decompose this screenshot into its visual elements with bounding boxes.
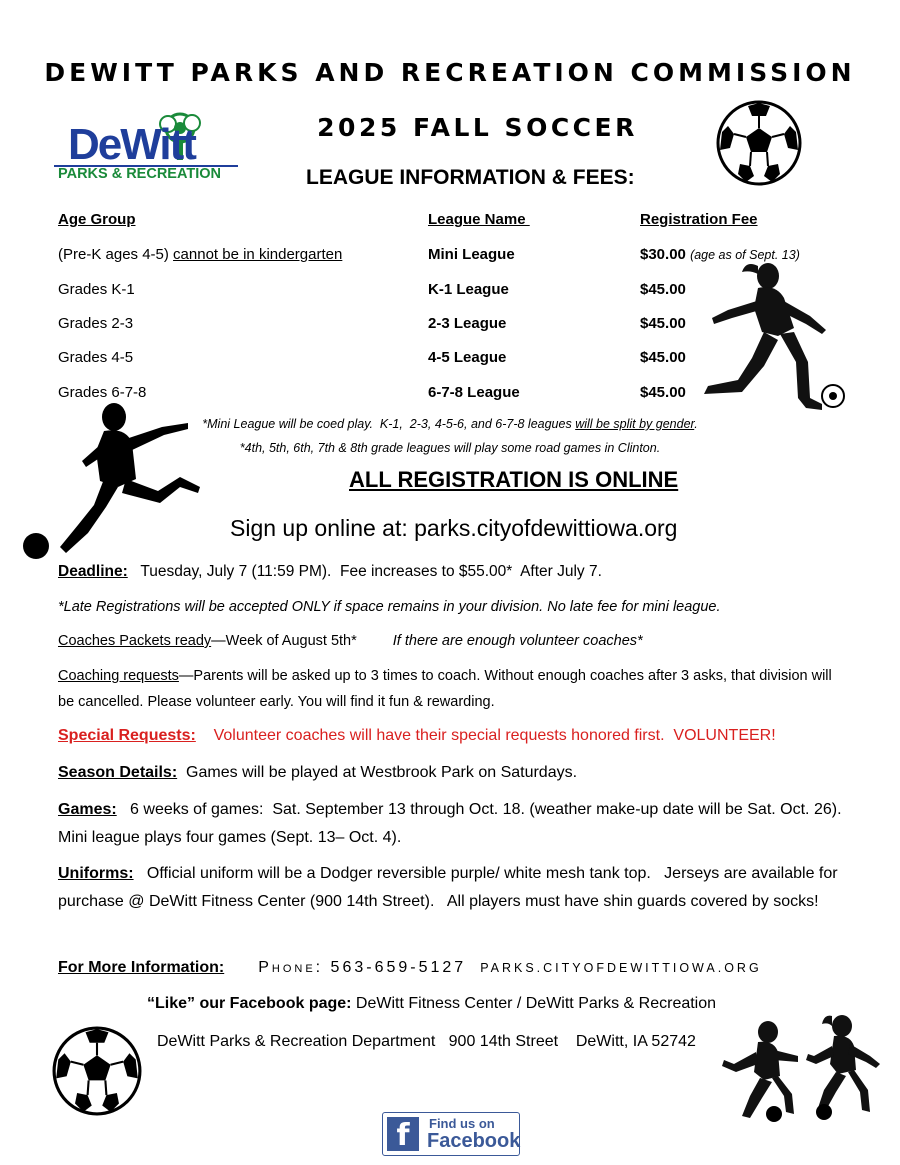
league-cell: 2-3 League — [428, 315, 507, 332]
page-subtitle: 2025 FALL SOCCER — [317, 113, 638, 142]
facebook-label: “Like” our Facebook page: — [147, 995, 352, 1012]
fee-cell: $45.00 — [640, 349, 686, 366]
logo-tagline: PARKS & RECREATION — [58, 166, 221, 182]
header-league-name: League Name — [428, 211, 530, 228]
uniforms-text: Official uniform will be a Dodger reversible purple/ white mesh tank top. Jerseys are available for purchase @ DeWitt Fitness Center (900 14th Street). All players must have shin guards covered by socks! — [58, 865, 843, 910]
age-cell: Grades 6-7-8 — [58, 384, 147, 401]
deadline-label: Deadline: — [58, 563, 128, 580]
uniforms-label: Uniforms: — [58, 865, 134, 882]
age-cell: (Pre-K ages 4-5) — [58, 246, 174, 263]
fee-note: (age as of Sept. 13) — [690, 248, 800, 262]
facebook-badge[interactable] — [382, 1112, 520, 1156]
soccer-ball-icon — [716, 100, 802, 186]
age-cell: Grades K-1 — [58, 281, 135, 298]
header-age-group: Age Group — [58, 211, 136, 228]
fee-cell: $45.00 — [640, 315, 686, 332]
two-players-silhouette — [720, 1012, 885, 1124]
season-details-label: Season Details: — [58, 764, 178, 781]
season-details-text: Games will be played at Westbrook Park on Saturdays. — [177, 764, 578, 781]
deadline-text: Tuesday, July 7 (11:59 PM). Fee increases to $55.00* After July 7. — [127, 563, 602, 580]
league-cell: 4-5 League — [428, 349, 507, 366]
facebook-icon: f — [387, 1117, 419, 1151]
league-cell: Mini League — [428, 246, 515, 263]
more-info-label: For More Information: — [58, 959, 225, 976]
coaching-requests-label: Coaching requests — [58, 668, 179, 684]
coaches-packets-text: —Week of August 5th* — [211, 633, 357, 649]
header-registration-fee: Registration Fee — [640, 211, 758, 228]
coed-note-underlined: will be split by gender — [575, 417, 695, 431]
coaches-packets-label: Coaches Packets ready — [58, 633, 212, 649]
age-cell-underlined: cannot be in kindergarten — [173, 246, 343, 263]
phone-number: Phone: 563-659-5127 — [258, 959, 467, 976]
girl-player-silhouette — [698, 258, 848, 418]
dewitt-logo — [52, 108, 242, 186]
league-cell: K-1 League — [428, 281, 509, 298]
late-registration-note: *Late Registrations will be accepted ONLY if space remains in your division. No late fee for mini league. — [58, 599, 721, 615]
coed-note: *Mini League will be coed play. K-1, 2-3, 4-5-6, and 6-7-8 leagues — [202, 417, 576, 431]
website-link[interactable]: PARKS.CITYOFDEWITTIOWA.ORG — [480, 961, 762, 975]
address: DeWitt Parks & Recreation Department 900 14th Street DeWitt, IA 52742 — [157, 1033, 696, 1050]
road-games-note: *4th, 5th, 6th, 7th & 8th grade leagues will play some road games in Clinton. — [239, 441, 661, 455]
games-label: Games: — [58, 801, 117, 818]
special-requests-text: Volunteer coaches will have their special requests honored first. VOLUNTEER! — [195, 727, 776, 744]
special-requests-label: Special Requests: — [58, 727, 196, 744]
coed-note-end: . — [694, 417, 698, 431]
games-text: 6 weeks of games: Sat. September 13 through Oct. 18. (weather make-up date will be Sat. Oct. 26). Mini league plays four games (Sept. 13– Oct. 4). — [58, 801, 851, 846]
age-cell: Grades 2-3 — [58, 315, 134, 332]
fee-cell: $45.00 — [640, 384, 686, 401]
section-heading: LEAGUE INFORMATION & FEES: — [306, 166, 635, 189]
league-cell: 6-7-8 League — [428, 384, 520, 401]
soccer-ball-icon — [52, 1026, 142, 1116]
page-title: DEWITT PARKS AND RECREATION COMMISSION — [44, 58, 856, 87]
facebook-text: DeWitt Fitness Center / DeWitt Parks & Recreation — [351, 995, 717, 1012]
signup-link[interactable]: Sign up online at: parks.cityofdewittiowa.org — [230, 515, 678, 541]
fee-cell: $30.00 — [640, 246, 686, 263]
facebook-badge-line2: Facebook — [427, 1130, 521, 1152]
coaching-requests-text: —Parents will be asked up to 3 times to coach. Without enough coaches after 3 asks, that division will be cancelled. Please volunteer early. You will find it fun & rewarding. — [58, 668, 832, 710]
facebook-badge-line1: Find us on — [429, 1116, 495, 1131]
fee-cell: $45.00 — [640, 281, 686, 298]
registration-heading: ALL REGISTRATION IS ONLINE — [349, 467, 679, 492]
table-row — [58, 246, 342, 263]
logo-name: DeWitt — [68, 120, 195, 169]
age-cell: Grades 4-5 — [58, 349, 134, 366]
coaches-packets-note: If there are enough volunteer coaches* — [392, 633, 643, 649]
